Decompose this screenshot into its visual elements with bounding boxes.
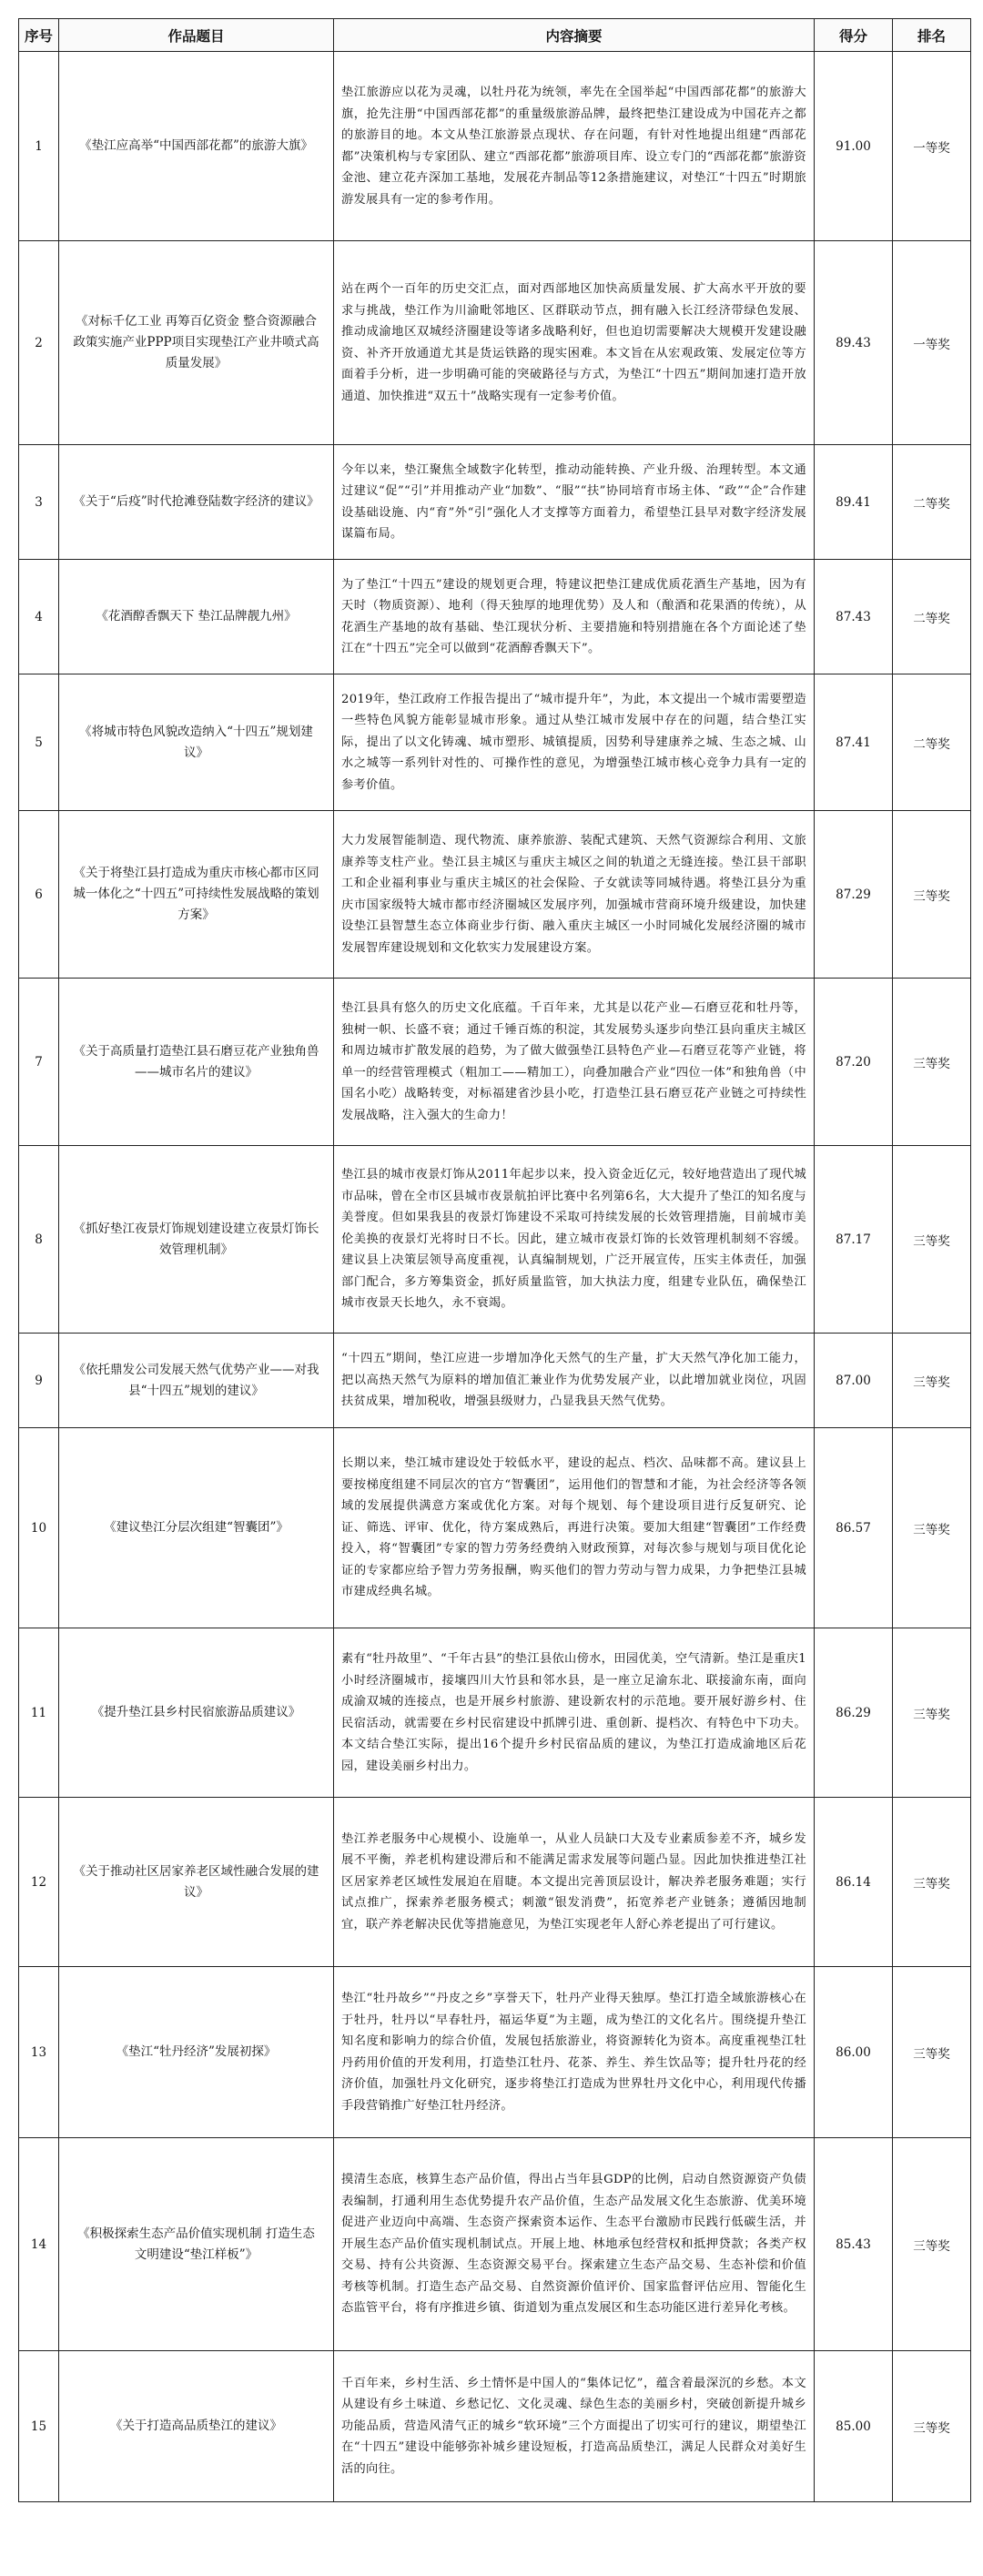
work-summary: 长期以来，垫江城市建设处于较低水平，建设的起点、档次、品味都不高。建议县上要按梯度组建不同层次的官方“智囊团”，运用他们的智慧和才能，为社会经济等各领域的发展提供满意方案或优化方案。对每个规划、每个建设项目进行反复研究、论证、筛选、评审、优化，待方案成熟后，再进行决策。要加大组建“智囊团”工作经费投入，将“智囊团”专家的智力劳务经费纳入财政预算，对每次参与规划与项目优化论证的专家都应给予智力劳务报酬，购买他们的智力劳动与智力成果，力争把垫江县城市建成经典名城。 [334,1428,815,1628]
table-row [19,1428,971,1628]
row-number: 2 [19,241,59,445]
row-number: 14 [19,2138,59,2351]
work-rank: 三等奖 [893,1428,971,1628]
work-rank: 二等奖 [893,560,971,674]
work-title: 《关于打造高品质垫江的建议》 [59,2351,334,2502]
work-summary: 今年以来，垫江聚焦全域数字化转型，推动动能转换、产业升级、治理转型。本文通过建议“促”“引”并用推动产业“加数”、“服”“扶”协同培育市场主体、“政”“企”合作建设基础设施、内“育”外“引”强化人才支撑等方面着力，希望垫江县早对数字经济发展谋篇布局。 [334,445,815,560]
work-title: 《依托鼎发公司发展天然气优势产业——对我县“十四五”规划的建议》 [59,1334,334,1428]
work-rank: 三等奖 [893,2138,971,2351]
work-rank: 三等奖 [893,2351,971,2502]
work-rank: 三等奖 [893,1967,971,2138]
work-summary: 大力发展智能制造、现代物流、康养旅游、装配式建筑、天然气资源综合利用、文旅康养等支柱产业。垫江县主城区与重庆主城区之间的轨道之无缝连接。垫江县干部职工和企业福利事业与重庆主城区的社会保险、子女就读等同城待遇。将垫江县分为重庆市国家级特大城市都市经济圈城区发展序列，加强城市营商环境升级建设，加快建设垫江县智慧生态立体商业步行街、融入重庆主城区一小时同城化发展经济圈的城市发展智库建设规划和文化软实力发展建设方案。 [334,811,815,979]
table-row [19,1628,971,1798]
work-title: 《关于高质量打造垫江县石磨豆花产业独角兽——城市名片的建议》 [59,979,334,1146]
work-summary: 为了垫江“十四五”建设的规划更合理，特建议把垫江建成优质花酒生产基地，因为有天时（物质资源）、地利（得天独厚的地理优势）及人和（酿酒和花果酒的传统），从花酒生产基地的故有基础、垫江现状分析、主要措施和特别措施在各个方面论述了垫江在“十四五”完全可以做到“花酒醇香飘天下”。 [334,560,815,674]
work-title: 《积极探索生态产品价值实现机制 打造生态文明建设“垫江样板”》 [59,2138,334,2351]
row-number: 7 [19,979,59,1146]
work-summary: 摸清生态底，核算生态产品价值，得出占当年县GDP的比例，启动自然资源资产负债表编制，打通利用生态优势提升农产品价值，生态产品发展文化生态旅游、优美环境促进产业迈向中高端、生态资产探索资本运作、生态平台激励市民践行低碳生活，并开展生态产品价值实现机制试点。开展上地、林地承包经营权和抵押贷款；各类产权交易、持有公共资源、生态资源交易平台。探索建立生态产品交易、生态补偿和价值考核等机制。打造生态产品交易、自然资源价值评价、国家监督评估应用、智能化生态监管平台，将有序推进乡镇、街道划为重点发展区和生态功能区进行差异化考核。 [334,2138,815,2351]
work-summary: 垫江县的城市夜景灯饰从2011年起步以来，投入资金近亿元，较好地营造出了现代城市品味，曾在全市区县城市夜景航拍评比赛中名列第6名，大大提升了垫江的知名度与美誉度。但如果我县的夜景灯饰建设不采取可持续发展的长效管理措施，目前城市美伦美换的夜景灯光将时日不长。因此，建立城市夜景灯饰的长效管理机制刻不容缓。建议县上决策层领导高度重视，认真编制规划，广泛开展宣传，压实主体责任，加强部门配合，多方筹集资金，抓好质量监管，加大执法力度，组建专业队伍，确保垫江城市夜景天长地久，永不衰竭。 [334,1146,815,1334]
header-no: 序号 [19,19,59,52]
row-number: 13 [19,1967,59,2138]
header-score: 得分 [815,19,893,52]
work-score: 87.29 [815,811,893,979]
work-rank: 三等奖 [893,1798,971,1967]
row-number: 6 [19,811,59,979]
work-score: 86.57 [815,1428,893,1628]
work-summary: “十四五”期间，垫江应进一步增加净化天然气的生产量，扩大天然气净化加工能力，把以高热天然气为原料的增加值汇兼业作为优势发展产业，以此增加就业岗位，巩固扶贫成果，增加税收，增强县级财力，凸显我县天然气优势。 [334,1334,815,1428]
work-title: 《关于将垫江县打造成为重庆市核心都市区同城一体化之“十四五”可持续性发展战略的策划方案》 [59,811,334,979]
work-title: 《关于推动社区居家养老区域性融合发展的建议》 [59,1798,334,1967]
work-rank: 三等奖 [893,1628,971,1798]
work-summary: 垫江养老服务中心规模小、设施单一，从业人员缺口大及专业素质参差不齐，城乡发展不平衡，养老机构建设滞后和不能满足需求发展等问题凸显。因此加快推进垫江社区居家养老区域性发展迫在眉睫。本文提出完善顶层设计，解决养老服务难题；实行试点推广，探索养老服务模式；刺激“银发消费”，拓宽养老产业链条；遵循因地制宜，联产养老解决民优等措施意见，为垫江实现老年人舒心养老提出了可行建议。 [334,1798,815,1967]
work-summary: 垫江“牡丹故乡”“丹皮之乡”享誉天下，牡丹产业得天独厚。垫江打造全域旅游核心在于牡丹，牡丹以“早春牡丹，福运华夏”为主题，成为垫江的文化名片。围绕提升垫江知名度和影响力的综合价值，发展包括旅游业，将资源转化为资本。高度重视垫江牡丹药用价值的开发利用，打造垫江牡丹、花茶、养生、养生饮品等；提升牡丹花的经济价值，加强牡丹文化研究，逐步将垫江打造成为世界牡丹文化中心，利用现代传播手段营销推广好垫江牡丹经济。 [334,1967,815,2138]
work-rank: 二等奖 [893,445,971,560]
row-number: 1 [19,52,59,241]
work-score: 87.20 [815,979,893,1146]
table-row [19,445,971,560]
work-rank: 一等奖 [893,52,971,241]
table-row [19,1967,971,2138]
row-number: 8 [19,1146,59,1334]
work-score: 86.00 [815,1967,893,2138]
work-score: 87.00 [815,1334,893,1428]
work-score: 87.43 [815,560,893,674]
work-title: 《抓好垫江夜景灯饰规划建设建立夜景灯饰长效管理机制》 [59,1146,334,1334]
work-title: 《对标千亿工业 再筹百亿资金 整合资源融合政策实施产业PPP项目实现垫江产业井喷式高质量发展》 [59,241,334,445]
work-summary: 2019年，垫江政府工作报告提出了“城市提升年”，为此，本文提出一个城市需要塑造一些特色风貌方能彰显城市形象。通过从垫江城市发展中存在的问题，结合垫江实际，提出了以文化铸魂、城市塑形、城镇提质，因势利导建康养之城、生态之城、山水之城等一系列针对性的、可操作性的意见，为增强垫江城市核心竞争力具有一定的参考价值。 [334,674,815,811]
work-score: 89.41 [815,445,893,560]
row-number: 11 [19,1628,59,1798]
row-number: 5 [19,674,59,811]
work-score: 85.00 [815,2351,893,2502]
work-title: 《花酒醇香飘天下 垫江品牌靓九州》 [59,560,334,674]
work-summary: 垫江县具有悠久的历史文化底蕴。千百年来，尤其是以花产业—石磨豆花和牡丹等，独树一帜、长盛不衰；通过千锤百炼的积淀，其发展势头逐步向垫江县向重庆主城区和周边城市扩散发展的趋势，为了做大做强垫江县特色产业—石磨豆花等产业链，将单一的经营管理模式（粗加工——精加工），向叠加融合产业“四位一体”和独角兽（中国名小吃）战略转变，对标福建省沙县小吃，打造垫江县石磨豆花产业链之可持续性发展战略，注入强大的生命力！ [334,979,815,1146]
work-score: 87.41 [815,674,893,811]
table-row [19,52,971,241]
header-rank: 排名 [893,19,971,52]
table-row [19,2138,971,2351]
header-title: 作品题目 [59,19,334,52]
work-title: 《建议垫江分层次组建“智囊团”》 [59,1428,334,1628]
row-number: 10 [19,1428,59,1628]
table-row [19,811,971,979]
table-body [19,52,971,2502]
table-row [19,241,971,445]
work-rank: 三等奖 [893,1334,971,1428]
work-score: 89.43 [815,241,893,445]
work-title: 《垫江应高举“中国西部花都”的旅游大旗》 [59,52,334,241]
row-number: 12 [19,1798,59,1967]
work-summary: 垫江旅游应以花为灵魂，以牡丹花为统领，率先在全国举起“中国西部花都”的旅游大旗，抢先注册“中国西部花都”的重量级旅游品牌，最终把垫江建设成为中国花卉之都的旅游目的地。本文从垫江旅游景点现状、存在问题，有针对性地提出组建“西部花都”决策机构与专家团队、建立“西部花都”旅游项目库、设立专门的“西部花都”旅游资金池、建立花卉深加工基地，发展花卉制品等12条措施建议，对垫江“十四五”时期旅游发展具有一定的参考作用。 [334,52,815,241]
table-row [19,1334,971,1428]
work-score: 86.14 [815,1798,893,1967]
header-row [19,19,971,52]
work-rank: 三等奖 [893,811,971,979]
work-title: 《垫江“牡丹经济”发展初探》 [59,1967,334,2138]
table-row [19,1146,971,1334]
table-row [19,1798,971,1967]
work-rank: 二等奖 [893,674,971,811]
table-row [19,674,971,811]
work-score: 87.17 [815,1146,893,1334]
work-summary: 站在两个一百年的历史交汇点，面对西部地区加快高质量发展、扩大高水平开放的要求与挑战，垫江作为川渝毗邻地区、区群联动节点，拥有融入长江经济带绿色发展、推动成渝地区双城经济圈建设等诸多战略利好，但也迫切需要解决大规模开发建设融资、补齐开放通道尤其是货运铁路的现实困难。本文旨在从宏观政策、发展定位等方面着手分析，进一步明确可能的突破路径与方式，为垫江“十四五”期间加速打造开放通道、加快推进“双五十”战略实现有一定参考价值。 [334,241,815,445]
page [18,18,970,2502]
row-number: 15 [19,2351,59,2502]
table-header [19,19,971,52]
work-score: 91.00 [815,52,893,241]
work-score: 86.29 [815,1628,893,1798]
work-title: 《关于“后疫”时代抢滩登陆数字经济的建议》 [59,445,334,560]
table-row [19,2351,971,2502]
work-rank: 三等奖 [893,1146,971,1334]
work-title: 《提升垫江县乡村民宿旅游品质建议》 [59,1628,334,1798]
work-summary: 素有“牡丹故里”、“千年古县”的垫江县依山傍水，田园优美，空气清新。垫江是重庆1小时经济圈城市，接壤四川大竹县和邻水县，是一座立足渝东北、联接渝东南，面向成渝双城的连接点，也是开展乡村旅游、建设新农村的示范地。要开展好游乡村、住民宿活动，就需要在乡村民宿建设中抓牌引进、重创新、提档次、有特色中下功夫。本文结合垫江实际，提出16个提升乡村民宿品质的建议，为垫江打造成渝地区后花园，建设美丽乡村出力。 [334,1628,815,1798]
table-row [19,979,971,1146]
table-row [19,560,971,674]
work-rank: 一等奖 [893,241,971,445]
work-summary: 千百年来，乡村生活、乡土情怀是中国人的“集体记忆”，蕴含着最深沉的乡愁。本文从建设有乡土味道、乡愁记忆、文化灵魂、绿色生态的美丽乡村，突破创新提升城乡功能品质，营造风清气正的城乡“软环境”三个方面提出了切实可行的建议，期望垫江在“十四五”建设中能够弥补城乡建设短板，打造高品质垫江，满足人民群众对美好生活的向往。 [334,2351,815,2502]
row-number: 3 [19,445,59,560]
awards-table [18,18,971,2502]
row-number: 9 [19,1334,59,1428]
work-title: 《将城市特色风貌改造纳入“十四五”规划建议》 [59,674,334,811]
work-rank: 三等奖 [893,979,971,1146]
work-score: 85.43 [815,2138,893,2351]
row-number: 4 [19,560,59,674]
header-summary: 内容摘要 [334,19,815,52]
